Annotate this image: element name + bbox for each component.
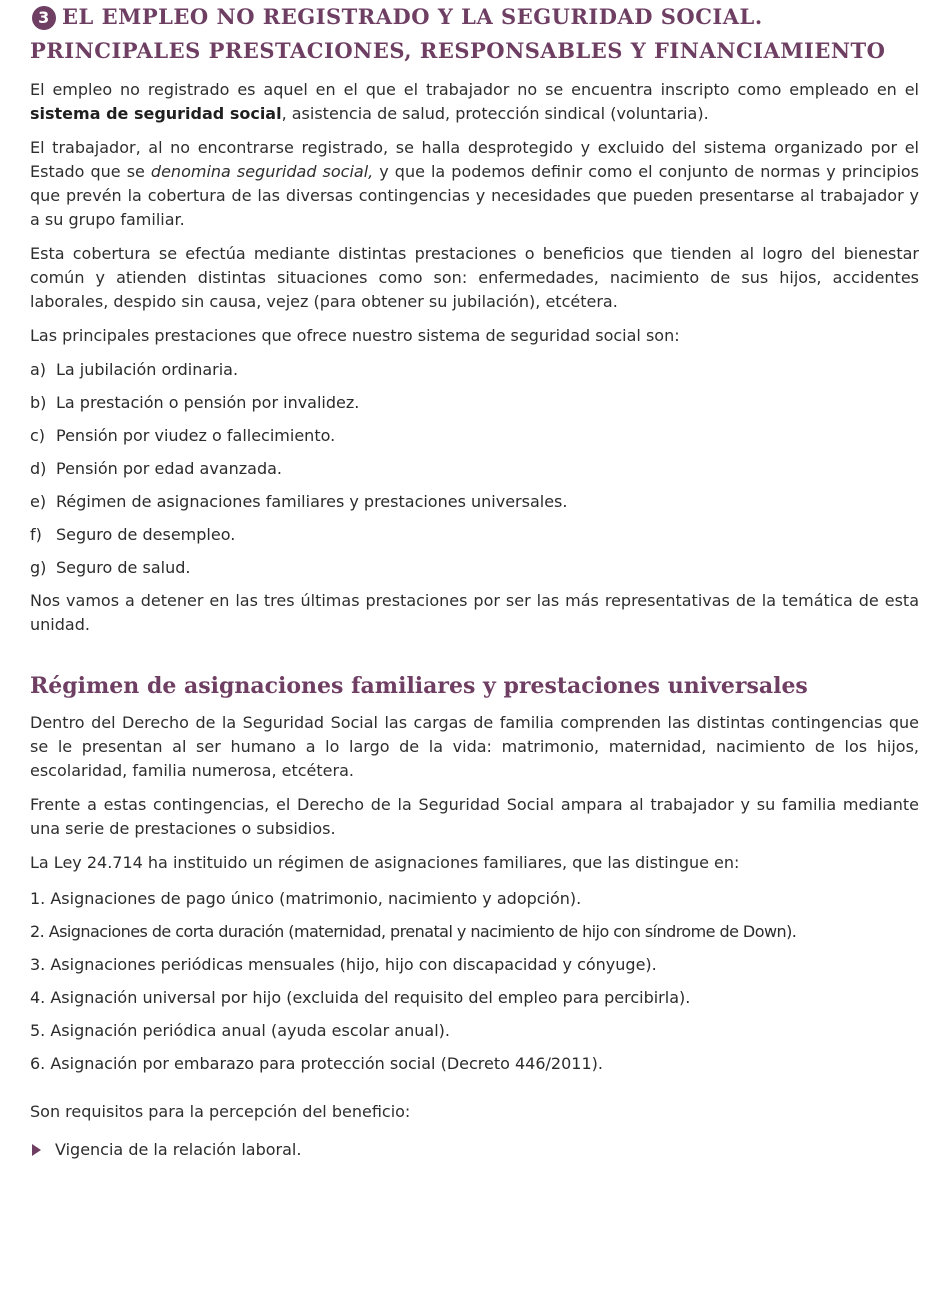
list-item-text: Seguro de desempleo.: [56, 525, 236, 544]
list-item: [30, 424, 919, 448]
list-item: [30, 490, 919, 514]
list-item-text: Pensión por viudez o fallecimiento.: [56, 426, 336, 445]
list-marker: f): [30, 525, 42, 544]
intro-paragraph-4: Las principales prestaciones que ofrece nuestro sistema de seguridad social son:: [30, 326, 680, 345]
list-item: 5. Asignación periódica anual (ayuda escolar anual).: [30, 1021, 451, 1040]
section-heading-line2: PRINCIPALES PRESTACIONES, RESPONSABLES Y FINANCIAMIENTO: [30, 38, 886, 63]
list-item-text: La jubilación ordinaria.: [56, 360, 239, 379]
list-item: 1. Asignaciones de pago único (matrimonio, nacimiento y adopción).: [30, 889, 582, 908]
requirement-item: [30, 1138, 919, 1162]
list-item-text: La prestación o pensión por invalidez.: [56, 393, 360, 412]
intro-paragraph-3: Esta cobertura se efectúa mediante distintas prestaciones o beneficios que tienden al logro del bienestar común y atienden distintas situaciones como son: enfermedades, nacimiento de sus hijos, accidentes laborales, despido sin causa, vejez (para obtener su jubilación), etcétera.: [30, 244, 919, 311]
intro-p2-italic: denomina seguridad social,: [150, 162, 374, 181]
list-item-text: Régimen de asignaciones familiares y prestaciones universales.: [56, 492, 568, 511]
triangle-bullet-icon: [32, 1144, 41, 1156]
intro-paragraph-1: [30, 78, 919, 126]
intro-paragraph-2: [30, 136, 919, 232]
section-paragraph-2: Frente a estas contingencias, el Derecho de la Seguridad Social ampara al trabajador y su familia mediante una serie de prestaciones o subsidios.: [30, 795, 919, 838]
intro-p1-bold: sistema de seguridad social: [30, 104, 282, 123]
list-marker: a): [30, 360, 47, 379]
section-heading: [30, 2, 919, 32]
closing-paragraph: Nos vamos a detener en las tres últimas prestaciones por ser las más representativas de la temática de esta unidad.: [30, 591, 919, 634]
section-paragraph-3: La Ley 24.714 ha instituido un régimen de asignaciones familiares, que las distingue en:: [30, 853, 740, 872]
requirements-intro: Son requisitos para la percepción del beneficio:: [30, 1102, 411, 1121]
intro-p2-text: El trabajador, al no encontrarse registrado, se halla desprotegido y excluido del sistema organizado por el Estado que se: [30, 138, 919, 181]
subsection-title: Régimen de asignaciones familiares y prestaciones universales: [30, 673, 808, 699]
section-paragraph-1: Dentro del Derecho de la Seguridad Social las cargas de familia comprenden las distintas contingencias que se le presentan al ser humano a lo largo de la vida: matrimonio, maternidad, nacimiento de los hijos, escolaridad, familia numerosa, etcétera.: [30, 713, 919, 780]
list-item: [30, 391, 919, 415]
intro-p2-text-end: y que la podemos definir como el conjunto de normas y principios que prevén la cobertura de las diversas contingencias y necesidades que pueden presentarse al trabajador y a su grupo familiar.: [30, 162, 920, 229]
intro-p1-text: El empleo no registrado es aquel en el que el trabajador no se encuentra inscripto como empleado en el: [30, 80, 919, 99]
list-marker: e): [30, 492, 47, 511]
list-marker: c): [30, 426, 46, 445]
list-item: [30, 358, 919, 382]
list-item-text: Pensión por edad avanzada.: [56, 459, 282, 478]
list-item: [30, 457, 919, 481]
list-item: [30, 523, 919, 547]
asignaciones-list: [30, 887, 919, 1076]
intro-p1-text-end: , asistencia de salud, protección sindical (voluntaria).: [281, 104, 709, 123]
section-heading-line1: EL EMPLEO NO REGISTRADO Y LA SEGURIDAD SOCIAL.: [62, 4, 763, 29]
list-item: 6. Asignación por embarazo para protección social (Decreto 446/2011).: [30, 1054, 603, 1073]
list-item: 2. Asignaciones de corta duración (maternidad, prenatal y nacimiento de hijo con síndrome de Down).: [30, 922, 797, 941]
list-marker: d): [30, 459, 47, 478]
list-marker: g): [30, 558, 47, 577]
list-item: [30, 556, 919, 580]
list-item-text: Seguro de salud.: [56, 558, 191, 577]
list-marker: b): [30, 393, 47, 412]
list-item: 4. Asignación universal por hijo (excluida del requisito del empleo para percibirla).: [30, 988, 691, 1007]
requirement-text: Vigencia de la relación laboral.: [55, 1140, 302, 1159]
prestaciones-list: [30, 358, 919, 580]
section-number-badge: 3: [32, 6, 56, 30]
list-item: 3. Asignaciones periódicas mensuales (hijo, hijo con discapacidad y cónyuge).: [30, 955, 657, 974]
document-page: [0, 2, 947, 1290]
